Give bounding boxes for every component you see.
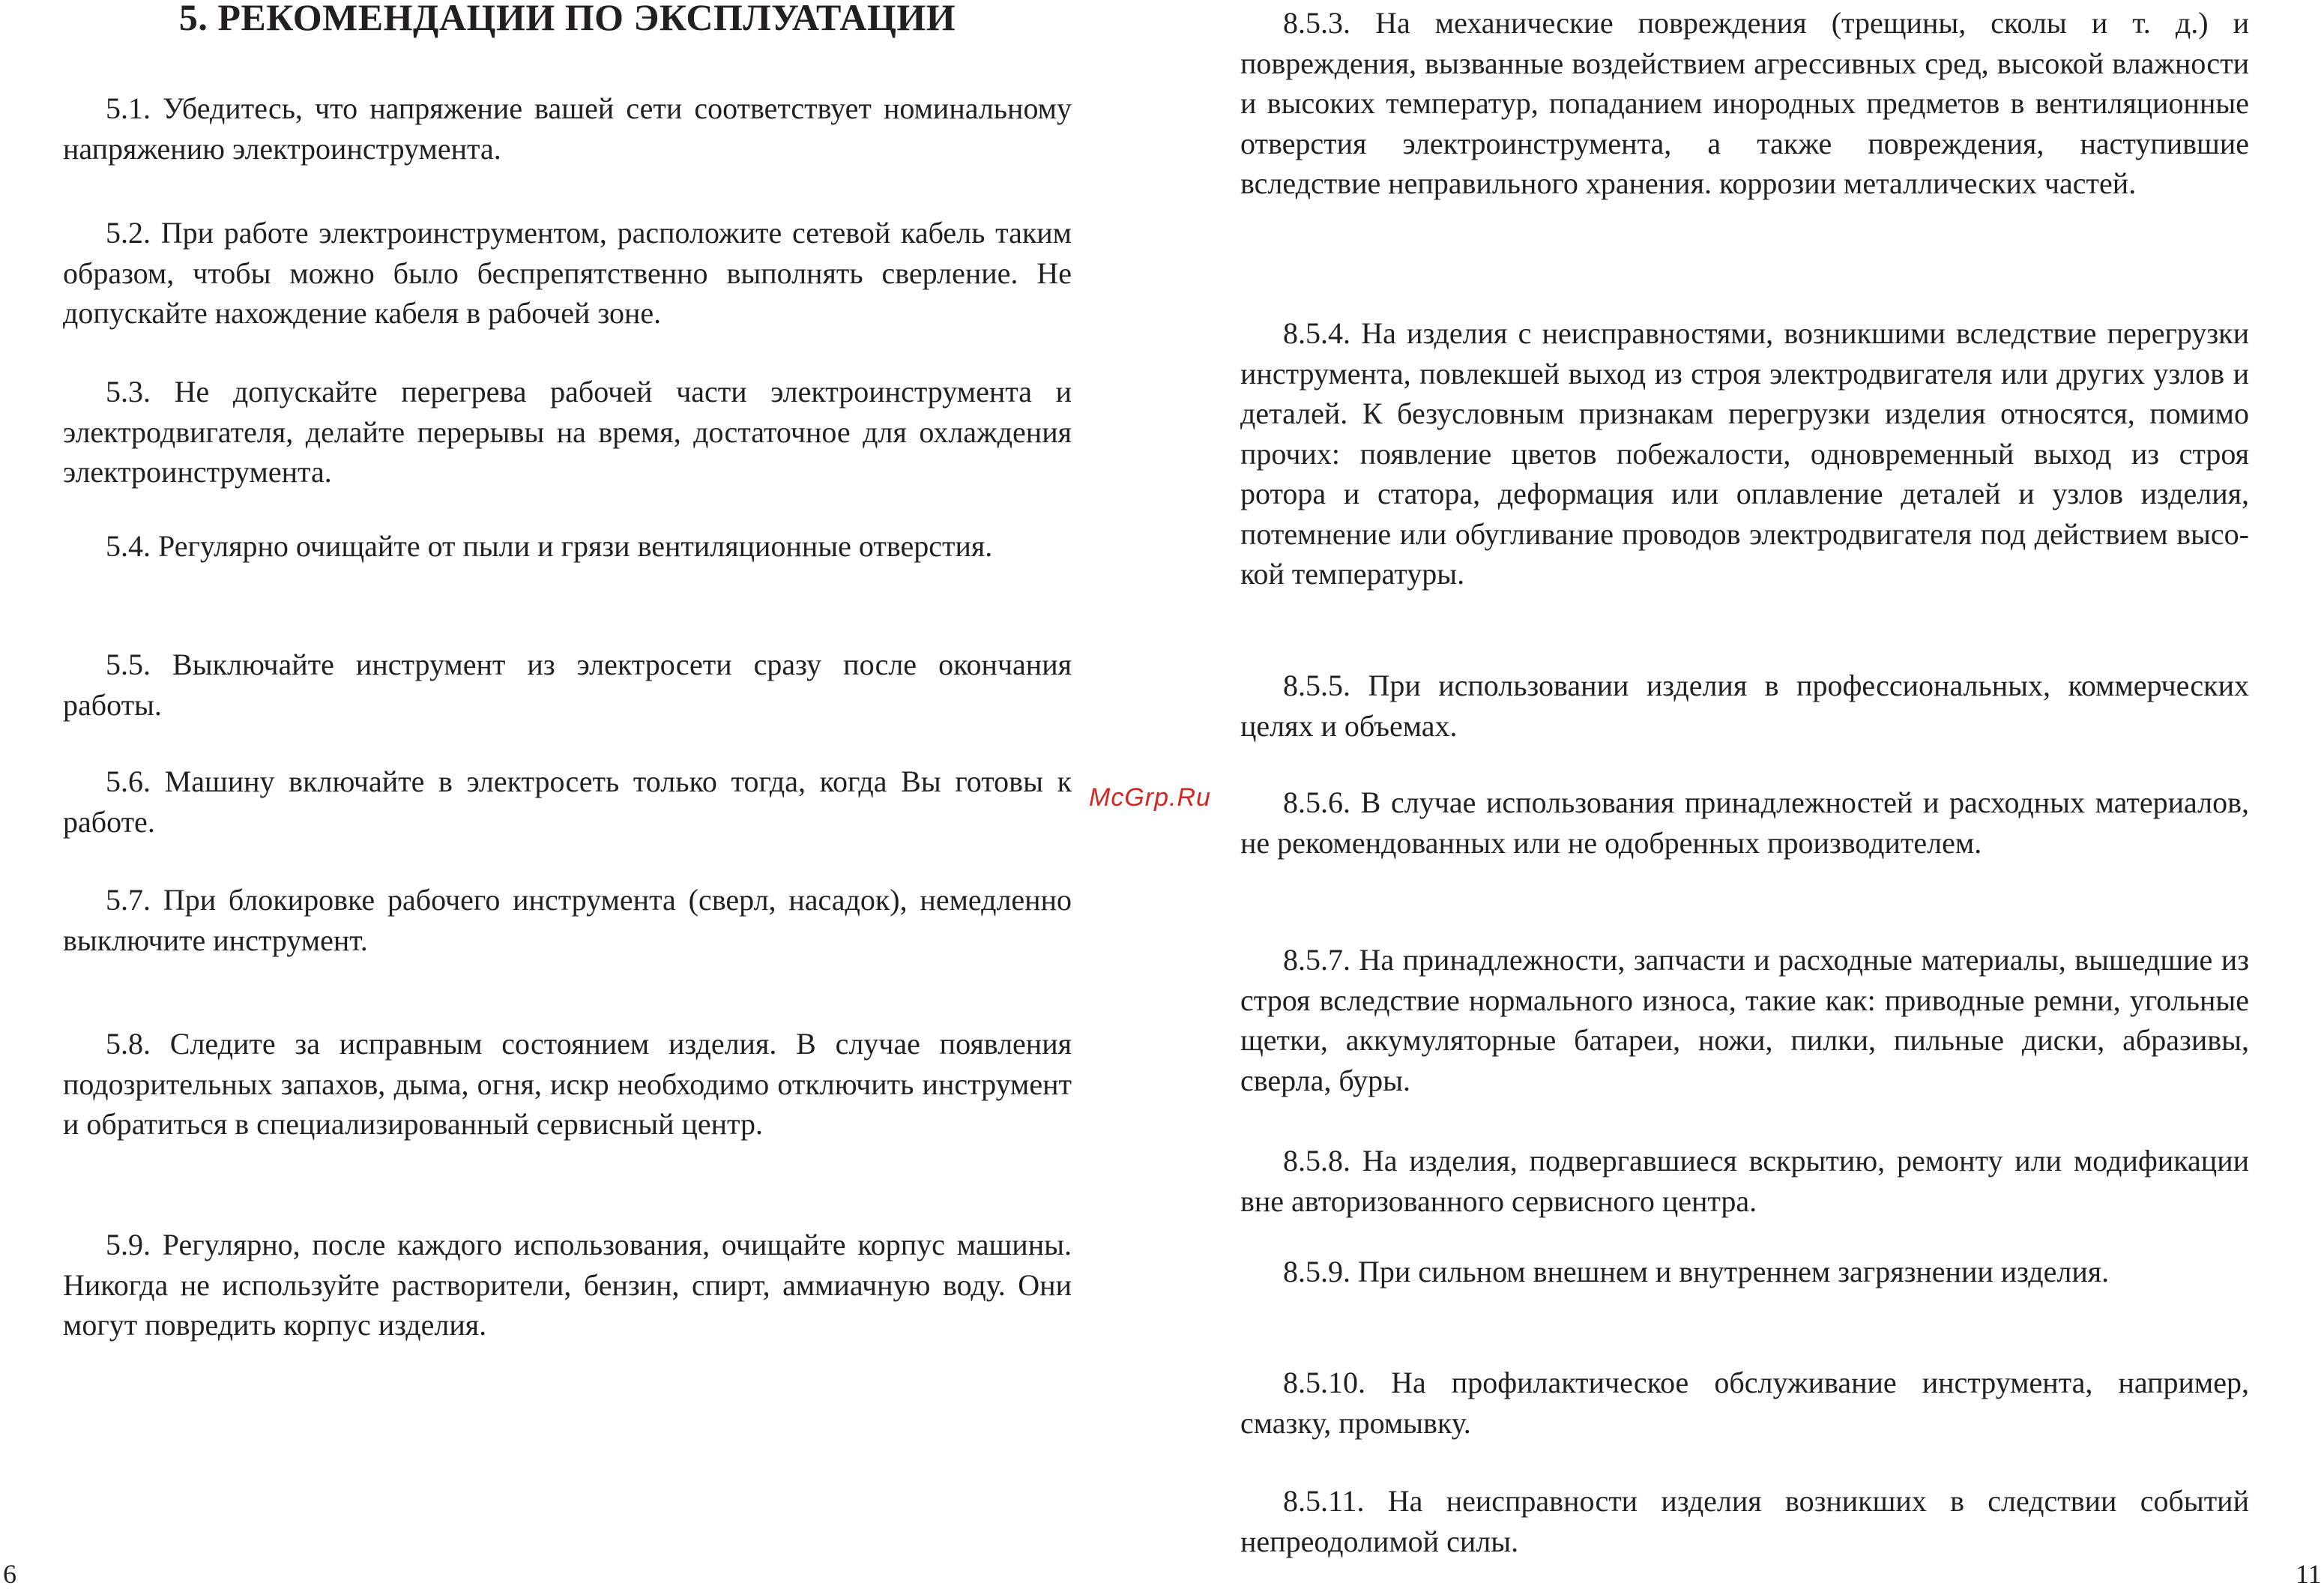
watermark-logo: McGrp.Ru	[1089, 783, 1211, 812]
paragraph-5-5: 5.5. Выключайте инструмент из электросети сразу после окончания работы.	[63, 648, 1072, 722]
paragraph-8-5-11: 8.5.11. На неисправности изделия возникших в следствии событий непреодолимой силы.	[1240, 1484, 2249, 1558]
paragraph-8-5-3: 8.5.3. На механические повреждения (трещины, сколы и т. д.) и повреждения, вызванные воздействием агрессивных сред, высокой влажности и высоких температур, попаданием инородных предметов в вентиляционные отверстия электроинструмента, а также повреждения, наступившие вследствие неправильного хранения. коррозии металлических частей.	[1240, 6, 2249, 200]
page-number-right: 11	[2296, 1559, 2322, 1589]
section-heading: 5. РЕКОМЕНДАЦИИ ПО ЭКСПЛУАТАЦИИ	[178, 0, 956, 38]
paragraph-8-5-6: 8.5.6. В случае использования принадлежностей и расходных материалов, не рекомендованных или не одобренных производителем.	[1240, 786, 2249, 860]
paragraph-5-8: 5.8. Следите за исправным состоянием изделия. В случае появления подозрительных запахов, дыма, огня, искр необходимо отключить инструмент и обратиться в специализированный сервисный центр.	[63, 1027, 1072, 1141]
paragraph-5-9: 5.9. Регулярно, после каждого использования, очищайте корпус машины. Никогда не используйте растворители, бензин, спирт, аммиачную воду. Они могут повредить корпус изделия.	[63, 1228, 1072, 1342]
paragraph-5-1: 5.1. Убедитесь, что напряжение вашей сети соответствует номинальному напряжению электроинструмента.	[63, 91, 1072, 166]
paragraph-8-5-4: 8.5.4. На изделия с неисправностями, возникшими вследствие перегрузки инструмента, повлекшей выход из строя электродвигателя или других узлов и деталей. К безусловным признакам перегрузки изделия относятся, помимо прочих: появление цветов побежалости, одновременный выход из строя ротора и статора, деформация или оплавление деталей и узлов изделия, потемнение или обугливание проводов электродвигателя под действием высокой температуры.	[1240, 316, 2249, 591]
paragraph-5-2: 5.2. При работе электроинструментом, расположите сетевой кабель таким образом, чтобы можно было беспрепятственно выполнять сверление. Не допускайте нахождение кабеля в рабочей зоне.	[63, 216, 1072, 330]
page-number-left: 6	[3, 1559, 16, 1589]
paragraph-5-4: 5.4. Регулярно очищайте от пыли и грязи вентиляционные отверстия.	[106, 529, 993, 563]
paragraph-5-6: 5.6. Машину включайте в электросеть только тогда, когда Вы готовы к работе.	[63, 765, 1072, 839]
paragraph-5-7: 5.7. При блокировке рабочего инструмента (сверл, насадок), немедленно выключите инструмент.	[63, 883, 1072, 957]
paragraph-8-5-8: 8.5.8. На изделия, подвергавшиеся вскрытию, ремонту или модификации вне авторизованного сервисного центра.	[1240, 1144, 2249, 1218]
paragraph-8-5-10: 8.5.10. На профилактическое обслуживание инструмента, например, смазку, промывку.	[1240, 1366, 2249, 1440]
paragraph-8-5-7: 8.5.7. На принадлежности, запчасти и расходные материалы, вышедшие из строя вследствие нормального износа, такие как: приводные ремни, угольные щетки, аккумуляторные батареи, ножи, пилки, пильные диски, абразивы, сверла, буры.	[1240, 943, 2249, 1097]
paragraph-8-5-9: 8.5.9. При сильном внешнем и внутреннем загрязнении изделия.	[1283, 1255, 2110, 1288]
paragraph-5-3: 5.3. Не допускайте перегрева рабочей части электроинструмента и электродвигателя, делайте перерывы на время, достаточное для охлаждения электроинструмента.	[63, 375, 1072, 489]
paragraph-8-5-5: 8.5.5. При использовании изделия в профессиональных, коммерческих целях и объемах.	[1240, 669, 2249, 743]
